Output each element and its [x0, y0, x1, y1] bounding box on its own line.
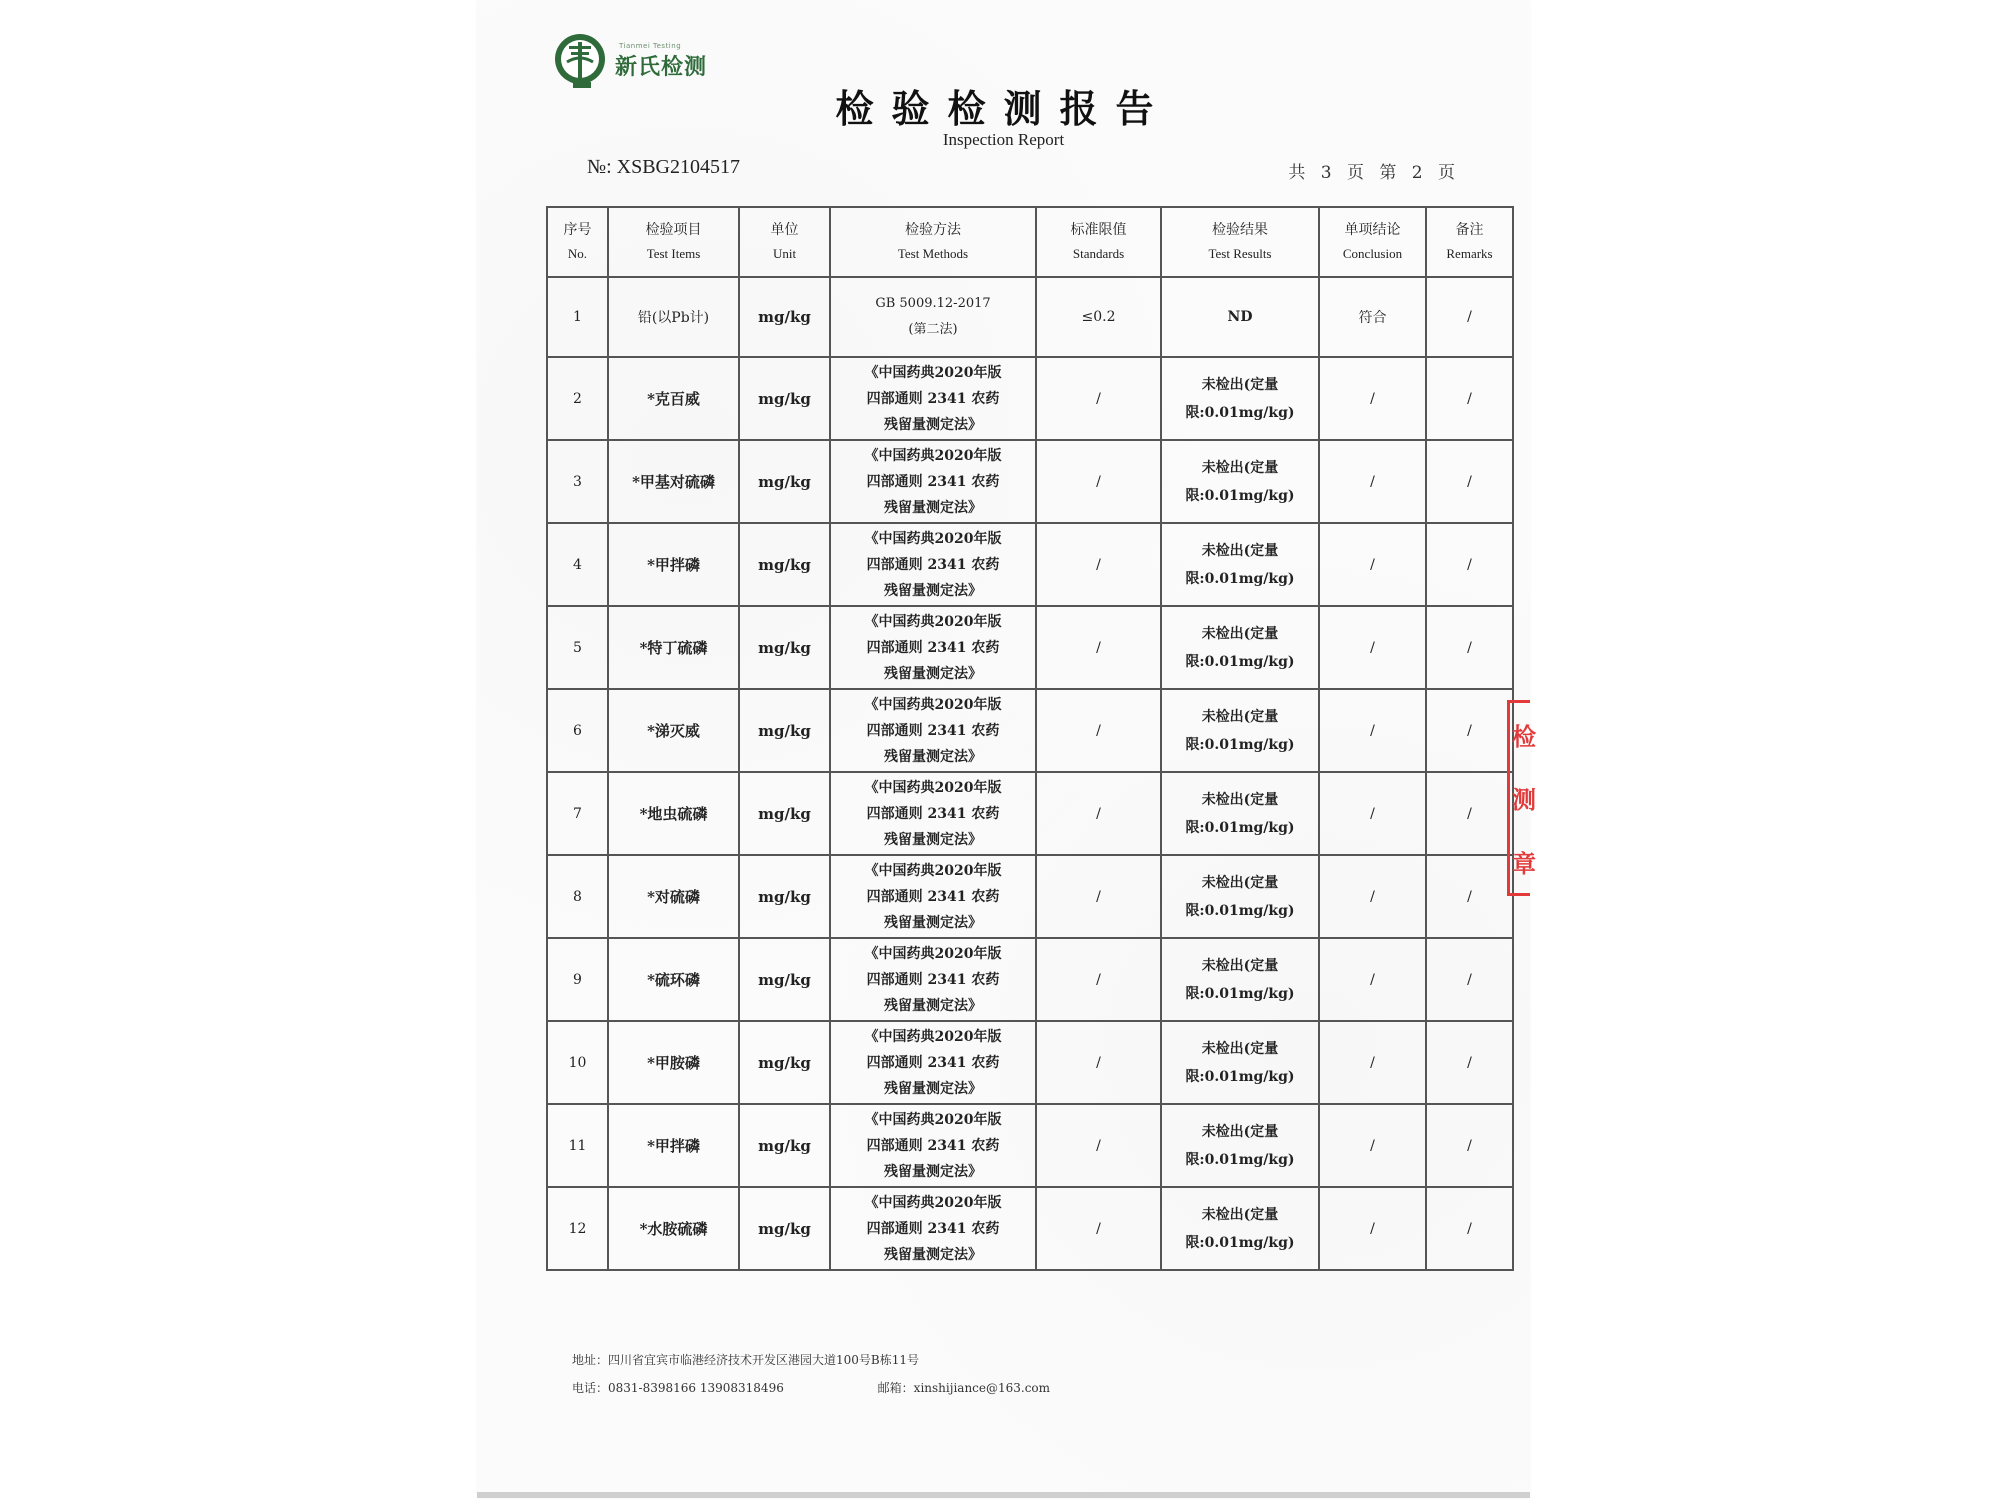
column-header: [830, 207, 1036, 277]
cell-item: *甲拌磷: [608, 1104, 739, 1187]
method-line: 残留量测定法》: [884, 1246, 982, 1263]
result-line: 限:0.01mg/kg): [1185, 1234, 1295, 1251]
method-line: 残留量测定法》: [884, 499, 982, 516]
cell-standard: /: [1036, 1021, 1161, 1104]
results-table: [546, 206, 1514, 1271]
cell-remark: /: [1426, 606, 1513, 689]
cell-result: [1161, 523, 1319, 606]
result-line: 限:0.01mg/kg): [1185, 819, 1295, 836]
cell-no: 4: [547, 523, 608, 606]
cell-remark: /: [1426, 523, 1513, 606]
method-line: 四部通则 2341 农药: [866, 722, 1000, 739]
page-bottom-edge: [477, 1492, 1530, 1498]
cell-standard: /: [1036, 357, 1161, 440]
cell-no: 3: [547, 440, 608, 523]
column-header-en: Standards: [1072, 246, 1125, 261]
method-line: 残留量测定法》: [884, 914, 982, 931]
method-line: 《中国药典2020年版: [864, 945, 1002, 962]
cell-no: 7: [547, 772, 608, 855]
column-header: [608, 207, 739, 277]
column-header: [1036, 207, 1161, 277]
footer-phone: 电话：0831-8398166 13908318496: [572, 1381, 784, 1395]
column-header-en: No.: [567, 246, 588, 261]
method-line: 四部通则 2341 农药: [866, 1054, 1000, 1071]
cell-conclusion: /: [1319, 1187, 1426, 1270]
cell-unit: mg/kg: [739, 689, 830, 772]
cell-unit: mg/kg: [739, 1187, 830, 1270]
cell-no: 6: [547, 689, 608, 772]
cell-remark: /: [1426, 1021, 1513, 1104]
method-line: 《中国药典2020年版: [864, 862, 1002, 879]
column-header-en: Test Items: [646, 246, 701, 261]
cell-no: 10: [547, 1021, 608, 1104]
cell-remark: /: [1426, 855, 1513, 938]
cell-method: [830, 523, 1036, 606]
cell-item: *地虫硫磷: [608, 772, 739, 855]
cell-no: 9: [547, 938, 608, 1021]
method-line: 四部通则 2341 农药: [866, 390, 1000, 407]
cell-conclusion: /: [1319, 1104, 1426, 1187]
cell-item: *甲基对硫磷: [608, 440, 739, 523]
cell-remark: /: [1426, 1104, 1513, 1187]
result-line: ND: [1227, 309, 1253, 325]
result-line: 限:0.01mg/kg): [1185, 1068, 1295, 1085]
result-line: 限:0.01mg/kg): [1185, 1151, 1295, 1168]
result-line: 限:0.01mg/kg): [1185, 736, 1295, 753]
method-line: 残留量测定法》: [884, 665, 982, 682]
column-header-cn: 单位: [770, 222, 799, 238]
cell-result: [1161, 1187, 1319, 1270]
cell-unit: mg/kg: [739, 855, 830, 938]
method-line: 残留量测定法》: [884, 831, 982, 848]
cell-remark: /: [1426, 277, 1513, 357]
cell-no: 8: [547, 855, 608, 938]
column-header-en: Test Methods: [897, 246, 969, 261]
cell-unit: mg/kg: [739, 440, 830, 523]
method-line: 四部通则 2341 农药: [866, 971, 1000, 988]
method-line: 《中国药典2020年版: [864, 779, 1002, 796]
result-line: 未检出(定量: [1201, 791, 1279, 808]
table-row: [547, 772, 1513, 855]
column-header: [1319, 207, 1426, 277]
method-line: 《中国药典2020年版: [864, 447, 1002, 464]
column-header-cn: 单项结论: [1344, 222, 1401, 238]
cell-method: [830, 1021, 1036, 1104]
method-line: 《中国药典2020年版: [864, 1194, 1002, 1211]
method-line: 残留量测定法》: [884, 416, 982, 433]
cell-item: *硫环磷: [608, 938, 739, 1021]
cell-conclusion: /: [1319, 772, 1426, 855]
table-row: [547, 1187, 1513, 1270]
page-count: 共 3 页 第 2 页: [1288, 163, 1460, 183]
table-body: [547, 277, 1513, 1270]
result-line: 未检出(定量: [1201, 1123, 1279, 1140]
result-line: 未检出(定量: [1201, 708, 1279, 725]
cell-item: *甲拌磷: [608, 523, 739, 606]
column-header-cn: 标准限值: [1070, 222, 1127, 238]
cell-standard: /: [1036, 772, 1161, 855]
cell-item: *甲胺磷: [608, 1021, 739, 1104]
cell-result: [1161, 689, 1319, 772]
cell-standard: /: [1036, 855, 1161, 938]
result-line: 未检出(定量: [1201, 957, 1279, 974]
cell-method: [830, 772, 1036, 855]
column-header-cn: 序号: [563, 222, 592, 238]
cell-result: [1161, 357, 1319, 440]
cell-method: [830, 855, 1036, 938]
cell-unit: mg/kg: [739, 357, 830, 440]
method-line: 《中国药典2020年版: [864, 364, 1002, 381]
column-header-en: Remarks: [1446, 246, 1493, 261]
official-stamp: [1507, 700, 1536, 896]
report-page: [477, 0, 1536, 1498]
method-line: 残留量测定法》: [884, 1163, 982, 1180]
cell-method: [830, 1187, 1036, 1270]
cell-method: [830, 357, 1036, 440]
cell-remark: /: [1426, 440, 1513, 523]
table-row: [547, 1021, 1513, 1104]
cell-item: *涕灭威: [608, 689, 739, 772]
cell-standard: /: [1036, 938, 1161, 1021]
result-line: 限:0.01mg/kg): [1185, 653, 1295, 670]
cell-method: [830, 440, 1036, 523]
method-line: (第二法): [908, 322, 958, 337]
report-title: 检验检测报告: [835, 86, 1172, 131]
table-header-row: [547, 207, 1513, 277]
method-line: 四部通则 2341 农药: [866, 1220, 1000, 1237]
method-line: 四部通则 2341 农药: [866, 888, 1000, 905]
cell-item: 铅(以Pb计): [608, 277, 739, 357]
column-header-cn: 检验项目: [645, 222, 702, 238]
footer: [572, 1346, 1050, 1402]
table-row: [547, 855, 1513, 938]
report-title-english: Inspection Report: [942, 130, 1065, 149]
column-header-cn: 检验结果: [1212, 222, 1268, 238]
column-header-en: Unit: [772, 246, 797, 261]
table-row: [547, 440, 1513, 523]
result-line: 未检出(定量: [1201, 874, 1279, 891]
table-row: [547, 938, 1513, 1021]
cell-result: [1161, 772, 1319, 855]
method-line: 《中国药典2020年版: [864, 696, 1002, 713]
column-header-cn: 备注: [1455, 222, 1484, 238]
column-header: [739, 207, 830, 277]
result-line: 未检出(定量: [1201, 459, 1279, 476]
cell-conclusion: /: [1319, 1021, 1426, 1104]
method-line: GB 5009.12-2017: [875, 296, 991, 311]
method-line: 《中国药典2020年版: [864, 613, 1002, 630]
cell-result: [1161, 1104, 1319, 1187]
method-line: 残留量测定法》: [884, 748, 982, 765]
cell-conclusion: /: [1319, 523, 1426, 606]
result-line: 未检出(定量: [1201, 625, 1279, 642]
cell-no: 5: [547, 606, 608, 689]
cell-conclusion: /: [1319, 855, 1426, 938]
cell-unit: mg/kg: [739, 772, 830, 855]
cell-result: [1161, 440, 1319, 523]
cell-unit: mg/kg: [739, 938, 830, 1021]
cell-result: [1161, 277, 1319, 357]
cell-item: *水胺硫磷: [608, 1187, 739, 1270]
method-line: 残留量测定法》: [884, 997, 982, 1014]
table-row: [547, 606, 1513, 689]
cell-conclusion: /: [1319, 357, 1426, 440]
cell-item: *克百威: [608, 357, 739, 440]
stamp-char: 章: [1512, 848, 1536, 878]
cell-result: [1161, 606, 1319, 689]
table-row: [547, 357, 1513, 440]
method-line: 残留量测定法》: [884, 582, 982, 599]
cell-remark: /: [1426, 357, 1513, 440]
method-line: 四部通则 2341 农药: [866, 805, 1000, 822]
cell-unit: mg/kg: [739, 277, 830, 357]
cell-method: [830, 1104, 1036, 1187]
footer-address: 地址：四川省宜宾市临港经济技术开发区港园大道100号B栋11号: [572, 1353, 919, 1367]
result-line: 限:0.01mg/kg): [1185, 902, 1295, 919]
cell-unit: mg/kg: [739, 1104, 830, 1187]
table-row: [547, 277, 1513, 357]
footer-email: 邮箱：xinshijiance@163.com: [877, 1381, 1051, 1395]
result-line: 未检出(定量: [1201, 542, 1279, 559]
cell-remark: /: [1426, 938, 1513, 1021]
result-line: 限:0.01mg/kg): [1185, 570, 1295, 587]
method-line: 《中国药典2020年版: [864, 1028, 1002, 1045]
method-line: 四部通则 2341 农药: [866, 556, 1000, 573]
method-line: 四部通则 2341 农药: [866, 473, 1000, 490]
cell-conclusion: /: [1319, 689, 1426, 772]
cell-item: *特丁硫磷: [608, 606, 739, 689]
result-line: 限:0.01mg/kg): [1185, 985, 1295, 1002]
cell-result: [1161, 1021, 1319, 1104]
method-line: 《中国药典2020年版: [864, 530, 1002, 547]
result-line: 未检出(定量: [1201, 1040, 1279, 1057]
result-line: 未检出(定量: [1201, 376, 1279, 393]
cell-method: [830, 277, 1036, 357]
cell-remark: /: [1426, 772, 1513, 855]
cell-method: [830, 606, 1036, 689]
column-header-cn: 检验方法: [905, 222, 961, 238]
table-row: [547, 1104, 1513, 1187]
cell-standard: ≤0.2: [1036, 277, 1161, 357]
cell-standard: /: [1036, 606, 1161, 689]
column-header: [1426, 207, 1513, 277]
stamp-char: 检: [1512, 722, 1536, 752]
column-header: [1161, 207, 1319, 277]
cell-standard: /: [1036, 1187, 1161, 1270]
cell-no: 1: [547, 277, 608, 357]
cell-no: 11: [547, 1104, 608, 1187]
column-header: [547, 207, 608, 277]
logo-english-name: Tianmei Testing: [619, 41, 682, 50]
cell-conclusion: /: [1319, 606, 1426, 689]
cell-standard: /: [1036, 689, 1161, 772]
cell-unit: mg/kg: [739, 1021, 830, 1104]
cell-standard: /: [1036, 440, 1161, 523]
cell-item: *对硫磷: [608, 855, 739, 938]
stamp-char: 测: [1512, 785, 1536, 815]
result-line: 未检出(定量: [1201, 1206, 1279, 1223]
cell-no: 12: [547, 1187, 608, 1270]
logo-chinese-name: 新氏检测: [615, 53, 708, 80]
cell-remark: /: [1426, 689, 1513, 772]
report-number: №: XSBG2104517: [587, 156, 740, 178]
cell-method: [830, 689, 1036, 772]
cell-no: 2: [547, 357, 608, 440]
method-line: 《中国药典2020年版: [864, 1111, 1002, 1128]
cell-conclusion: /: [1319, 440, 1426, 523]
cell-result: [1161, 938, 1319, 1021]
cell-unit: mg/kg: [739, 606, 830, 689]
table-row: [547, 689, 1513, 772]
cell-method: [830, 938, 1036, 1021]
method-line: 四部通则 2341 农药: [866, 1137, 1000, 1154]
column-header-en: Test Results: [1208, 246, 1272, 261]
result-line: 限:0.01mg/kg): [1185, 487, 1295, 504]
cell-standard: /: [1036, 1104, 1161, 1187]
cell-remark: /: [1426, 1187, 1513, 1270]
cell-result: [1161, 855, 1319, 938]
cell-conclusion: /: [1319, 938, 1426, 1021]
result-line: 限:0.01mg/kg): [1185, 404, 1295, 421]
table-row: [547, 523, 1513, 606]
method-line: 残留量测定法》: [884, 1080, 982, 1097]
cell-unit: mg/kg: [739, 523, 830, 606]
column-header-en: Conclusion: [1342, 246, 1403, 261]
cell-standard: /: [1036, 523, 1161, 606]
cell-conclusion: 符合: [1319, 277, 1426, 357]
method-line: 四部通则 2341 农药: [866, 639, 1000, 656]
